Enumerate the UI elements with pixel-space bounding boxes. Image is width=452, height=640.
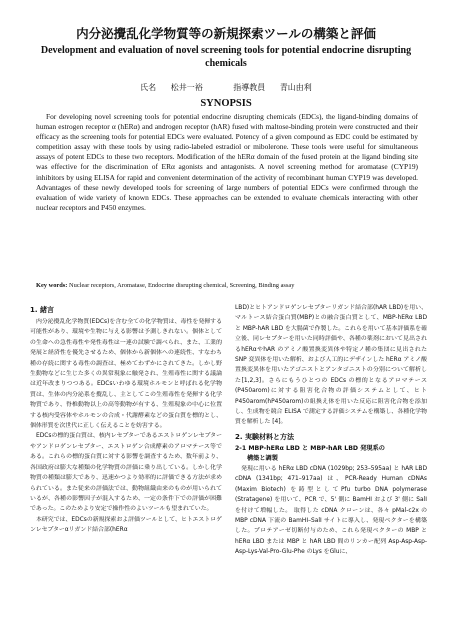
body-paragraph: 内分泌攪乱化学物質(EDCs)を含む全ての化学物質は、毒性を発揮する可能性があり、環境や生物に与える影響は予測しきれない。個体としての生命への急性毒性や発性毒性は一連の試験で調べられ、また、工業的発展と経済性を優先させるため、個体から新個体への連続性、すなわち種の存続に関する毒性の調査は、極めてわずかにされてきた。しかし野生動物などに生じた多くの異常現象に触発され、生殖毒性に関する議論は近年改まりつつある。EDCsいわゆる環境ホルモンと呼ばれる化学物質は、生体の内分泌系を攪乱し、主としてこの生殖毒性を発揮する化学物質であり、脊椎動物以上の高等動物が有する、生殖現象の中心に位置する核内受容体やホルモンの合成・代謝酵素などの蛋白質を標的とし、個体形質を次世代に正しく伝えることを妨害する。 <box>30 319 222 430</box>
synopsis-text: For developing novel screening tools for potential endocrine disrupting chemicals (EDCs), the ligand-binding domains of human estrogen receptor α (hERα) and androgen receptor (hAR) fused with maltose-binding protein were constructed and their efficacy as the screening tools for potential EDCs were evaluated. Potency of a given compound as EDC could be estimated by competition assay with these tools by using radio-labeled estradiol or mibolerone. These tools were useful for simultaneous assays of potent EDCs to these two receptors. Modification of the hERα domain of the fused protein at the ligand binding site was effective for the discrimination of ERα agonists and antagonists. A novel screening method for aromatase (CYP19) inhibitors by using ELISA for rapid and convenient determination of the activity of recombinant human CYP19 was developed. Advantages of these newly developed tools for screening of large numbers of potential EDCs were confirmed through the evaluation of wide variety of known EDCs. These approaches can be extended to evaluate chemicals interacting with other nuclear receptors and P450 enzymes. <box>36 112 418 212</box>
body-paragraph: 本研究では、EDCsの新規探索およ評価ツールとして、ヒトエストロゲンレセプターαリガンド結合部(hERα <box>30 516 222 534</box>
section-heading-introduction: 1. 緒言 <box>30 306 54 314</box>
right-column <box>235 303 427 558</box>
author-line <box>0 82 452 93</box>
section-heading-methods: 2. 実験材料と方法 <box>235 432 294 441</box>
keywords <box>36 282 418 289</box>
body-paragraph: EDCsの標的蛋白質は、核内レセプターであるエストロゲンレセプターやアンドロゲンレセプター、エストロゲン合成酵素のアロマテース等である。これらの標的蛋白質に対する影響を調査するため、数年前より、各国政府は膨大な種類の化学物質の評価に乗り出している。しかし化学物質の種類は膨大であり、迅速かつより効率的に評価できる方法が求められている。また従来の評価法では、動物組織由来のものが用いられているが、各種の影響因子が混入するため、一定の条件下での評価が困難であった。このためより安定で操作性のよいツールも望まれていた。 <box>30 433 222 513</box>
left-column <box>30 305 222 536</box>
body-paragraph: 発現に用いる hERα LBD cDNA (1029bp; 253–595aa) と hAR LBD cDNA (1341bp; 471–917aa) は、PCR-Ready Human cDNAs (Maxim Biotech) を鋳型としてPfu turbo DNA polymerase (Stratagene) を用いて、PCR で、5' 側に BamHI および 3' 側に SalI を付けて増幅した。 取得した cDNA クローンは、各々 pMal-c2x の MBP cDNA 下流の BamHI–SalI サイトに導入し、発現ベクターを構築した。プロテアーゼ切断付与のため、これら発現ベクターの MBP と hERα LBD または MBP と hAR LBD 間のリンカー配列 Asp-Asp-Asp-Asp-Lys-Val-Pro-Glu-Phe のLys をGluに、 <box>235 465 427 556</box>
english-title: Development and evaluation of novel screening tools for potential endocrine disrupting chemicals <box>40 45 412 69</box>
subsection-heading: 2-1 MBP-hERα LBD と MBP-hAR LBD 発現系の <box>235 444 385 452</box>
advisor-name: 青山由利 <box>279 83 312 92</box>
synopsis-heading: SYNOPSIS <box>200 98 252 109</box>
author-name: 松井一裕 <box>170 83 203 92</box>
japanese-title: 内分泌攪乱化学物質等の新規探索ツールの構築と評価 <box>76 26 376 41</box>
subsection-heading-continued: 構築と調製 <box>247 454 278 462</box>
keywords-text: Nuclear receptors, Aromatase, Endocrine disrupting chemical, Screening, Binding assay <box>69 282 295 289</box>
keywords-label: Key words: <box>36 282 68 289</box>
advisor-label: 指導教員 <box>233 83 266 92</box>
body-paragraph: LBD)とヒトアンドロゲンレセプターリガンド結合部(hAR LBD)を用い、マルトース結合蛋白質(MBP)との融合蛋白質として、MBP-hERα LBD と MBP-hAR LBD を大腸菌で作製した。これらを用いて基本評価系を確立後、同レセプターを用いた同時評価や、各種の薬剤において見出されるhERαやhAR のアミノ酸置換変異体や特定ノ種の集団に見出された SNP 変異体を用いた解析、および人工的にデザインした hERα アミノ酸置換変異体を用いたアゴニストとアンタゴニストの分別について解析した[1,2,3]。さらにもうひとつの EDCs の標的となるアロマテース(P450arom)に対する阻害化合物の評価システムとして、ヒトP450arom(hP450arom)の組換え体を用いた反応に阻害化合物を添加し、生成物を競合 ELISA で測定する評価システムを構築し、各種化学物質を解析した [4]。 <box>235 305 427 426</box>
author-name-label: 氏名 <box>140 83 157 92</box>
